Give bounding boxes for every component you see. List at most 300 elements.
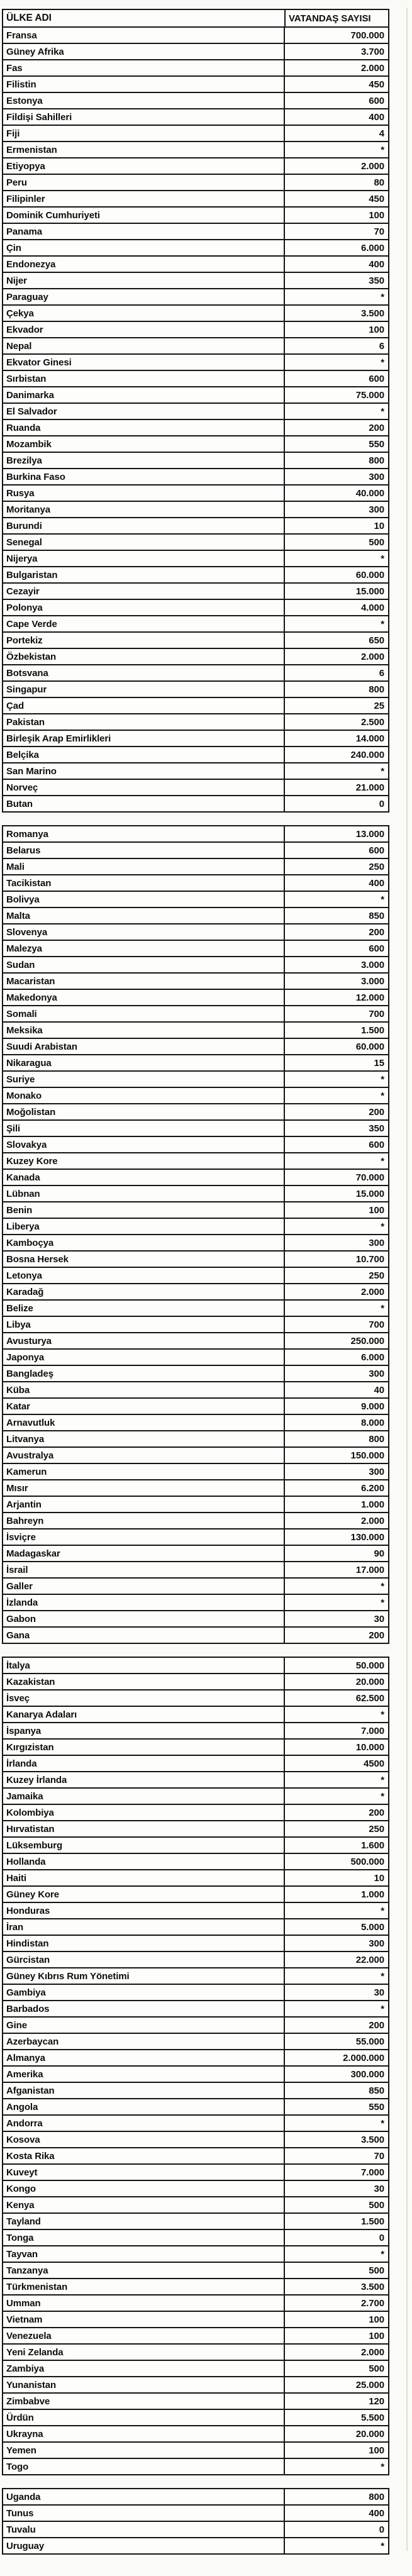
country-cell: Letonya <box>6 1270 42 1281</box>
country-cell: San Marino <box>6 765 57 777</box>
column-header-country: ÜLKE ADI <box>6 13 52 24</box>
value-cell: 500 <box>284 2197 388 2212</box>
value-cell: 150.000 <box>284 1448 388 1463</box>
value-cell: 6 <box>284 338 388 353</box>
table-row <box>3 1219 388 1235</box>
table-row <box>3 1513 388 1530</box>
value-cell: * <box>284 1772 388 1787</box>
table-row <box>3 1497 388 1513</box>
country-cell: Tayvan <box>6 2248 38 2260</box>
table-row <box>3 2506 388 2522</box>
table-row <box>3 584 388 600</box>
table-row <box>3 1838 388 1854</box>
value-cell: 500 <box>284 535 388 550</box>
country-cell: Güney Kore <box>6 1889 60 1900</box>
table-row <box>3 2148 388 2165</box>
table-row <box>3 2165 388 2181</box>
value-cell: 70 <box>284 2148 388 2163</box>
table-row <box>3 1595 388 1611</box>
value-cell: 25 <box>284 698 388 713</box>
value-cell: 550 <box>284 2099 388 2114</box>
country-cell: Umman <box>6 2297 41 2309</box>
country-cell: Danimarka <box>6 389 54 401</box>
table-row <box>3 1985 388 2001</box>
country-cell: Meksika <box>6 1024 43 1036</box>
value-cell: * <box>284 1579 388 1594</box>
country-cell: Monako <box>6 1090 42 1101</box>
table-row <box>3 2328 388 2345</box>
country-cell: İrlanda <box>6 1758 37 1769</box>
value-cell: 60.000 <box>284 567 388 582</box>
table-row <box>3 273 388 289</box>
value-cell: 100 <box>284 208 388 223</box>
table-row <box>3 1023 388 1039</box>
country-cell: Arjantin <box>6 1499 42 1510</box>
value-cell: 100 <box>284 2312 388 2327</box>
table-row <box>3 224 388 240</box>
country-cell: Tacikistan <box>6 877 52 889</box>
table-row <box>3 1431 388 1448</box>
country-cell: Özbekistan <box>6 651 57 662</box>
value-cell: 25.000 <box>284 2377 388 2392</box>
value-cell: 500.000 <box>284 1854 388 1869</box>
value-cell: 10 <box>284 518 388 533</box>
table-row <box>3 1723 388 1740</box>
value-cell: 5.000 <box>284 1919 388 1935</box>
country-cell: İspanya <box>6 1725 42 1736</box>
country-cell: Kamerun <box>6 1466 47 1477</box>
country-cell: Zambiya <box>6 2363 45 2374</box>
country-cell: Makedonya <box>6 992 57 1003</box>
table-row <box>3 1464 388 1480</box>
table-row <box>3 322 388 338</box>
value-cell: 20.000 <box>284 1674 388 1689</box>
country-cell: Kosta Rika <box>6 2150 55 2162</box>
table-row <box>3 1789 388 1805</box>
value-cell: 200 <box>284 1104 388 1119</box>
country-cell: Nepal <box>6 340 32 352</box>
country-cell: Yeni Zelanda <box>6 2346 64 2358</box>
table-row <box>3 600 388 616</box>
value-cell: * <box>284 2001 388 2016</box>
country-cell: Peru <box>6 177 27 188</box>
table-row <box>3 1903 388 1919</box>
country-cell: Avustralya <box>6 1450 54 1461</box>
table-row <box>3 1137 388 1153</box>
table-row <box>3 469 388 486</box>
table-row <box>3 859 388 875</box>
table-row <box>3 1268 388 1284</box>
value-cell: 6.000 <box>284 240 388 255</box>
value-cell: 3.500 <box>284 2279 388 2294</box>
value-cell: 6.200 <box>284 1480 388 1496</box>
table-row <box>3 2312 388 2328</box>
value-cell: 3.500 <box>284 2132 388 2147</box>
table-row <box>3 747 388 763</box>
country-cell: Kenya <box>6 2199 35 2211</box>
value-cell: 800 <box>284 682 388 697</box>
table-row <box>3 371 388 387</box>
value-cell: 5.500 <box>284 2410 388 2425</box>
value-cell: 700 <box>284 1006 388 1021</box>
value-cell: 800 <box>284 1431 388 1446</box>
value-cell: 21.000 <box>284 780 388 795</box>
table-row <box>3 1153 388 1170</box>
country-cell: Rusya <box>6 487 35 499</box>
table-row <box>3 289 388 306</box>
country-cell: Çad <box>6 700 25 711</box>
value-cell: 250 <box>284 1268 388 1283</box>
country-cell: İtalya <box>6 1660 30 1671</box>
country-cell: Bangladeş <box>6 1368 53 1379</box>
table-row <box>3 924 388 941</box>
country-cell: Slovenya <box>6 926 48 938</box>
table-row <box>3 1658 388 1674</box>
table-row <box>3 1772 388 1789</box>
value-cell: 4.000 <box>284 600 388 615</box>
table-row <box>3 109 388 126</box>
country-cell: Kuzey İrlanda <box>6 1774 67 1785</box>
country-cell: Somali <box>6 1008 37 1019</box>
value-cell: 600 <box>284 371 388 386</box>
value-cell: 40.000 <box>284 486 388 501</box>
value-cell: 10 <box>284 1870 388 1885</box>
country-cell: Çin <box>6 242 21 253</box>
value-cell: 100 <box>284 2443 388 2458</box>
table-row <box>3 1707 388 1723</box>
scan-edge-artifact <box>406 8 408 2551</box>
country-cell: Gine <box>6 2019 27 2031</box>
country-cell: Karadağ <box>6 1286 44 1297</box>
value-cell: * <box>284 1789 388 1804</box>
country-cell: Panama <box>6 226 42 237</box>
country-cell: Ruanda <box>6 422 41 433</box>
country-cell: Etiyopya <box>6 160 45 172</box>
country-cell: Macaristan <box>6 975 55 987</box>
table-row <box>3 1366 388 1382</box>
value-cell: 10.700 <box>284 1252 388 1267</box>
table-row <box>3 1674 388 1690</box>
table-row <box>3 1870 388 1887</box>
country-cell: Amerika <box>6 2068 43 2080</box>
table-row <box>3 2050 388 2067</box>
table-row <box>3 2489 388 2506</box>
table-row <box>3 436 388 453</box>
country-cell: Madagaskar <box>6 1548 60 1559</box>
table-row <box>3 2522 388 2538</box>
table-row <box>3 2263 388 2279</box>
value-cell: 12.000 <box>284 990 388 1005</box>
country-cell: Honduras <box>6 1905 50 1916</box>
table-row <box>3 682 388 698</box>
value-cell: 8.000 <box>284 1415 388 1430</box>
country-cell: Cezayir <box>6 586 40 597</box>
value-cell: 55.000 <box>284 2034 388 2049</box>
country-cell: Yunanistan <box>6 2379 57 2390</box>
country-cell: Fransa <box>6 30 37 41</box>
country-cell: Paraguay <box>6 291 48 303</box>
country-cell: Andorra <box>6 2118 43 2129</box>
country-cell: Lüksemburg <box>6 1840 63 1851</box>
country-cell: Nijer <box>6 275 27 286</box>
table-row <box>3 2099 388 2116</box>
country-cell: Fiji <box>6 128 20 139</box>
country-cell: Libya <box>6 1319 31 1330</box>
table-row <box>3 567 388 584</box>
country-cell: Mali <box>6 861 25 872</box>
country-cell: Arnavutluk <box>6 1417 55 1428</box>
country-cell: Bolivya <box>6 894 40 905</box>
table-row <box>3 1333 388 1350</box>
value-cell: 800 <box>284 2489 388 2504</box>
value-cell: 7.000 <box>284 2165 388 2180</box>
table-row <box>3 420 388 436</box>
table-section <box>2 2488 389 2555</box>
value-cell: 6 <box>284 665 388 680</box>
country-cell: Bahreyn <box>6 1515 44 1526</box>
country-cell: Mısır <box>6 1482 28 1494</box>
table-row <box>3 1202 388 1219</box>
value-cell: 400 <box>284 875 388 891</box>
table-row <box>3 208 388 224</box>
country-cell: Benin <box>6 1204 33 1216</box>
country-cell: Barbados <box>6 2003 50 2014</box>
country-cell: Tayland <box>6 2216 41 2227</box>
country-cell: Fildişi Sahilleri <box>6 111 72 123</box>
value-cell: 450 <box>284 191 388 206</box>
country-cell: İzlanda <box>6 1597 38 1608</box>
country-cell: Ekvator Ginesi <box>6 357 72 368</box>
value-cell: 600 <box>284 93 388 108</box>
table-row <box>3 1936 388 1952</box>
country-cell: Togo <box>6 2461 29 2472</box>
table-row <box>3 2067 388 2083</box>
country-cell: Venezuela <box>6 2330 52 2341</box>
country-cell: Tuvalu <box>6 2524 36 2535</box>
value-cell: 0 <box>284 2230 388 2245</box>
table-row <box>3 2345 388 2361</box>
table-row <box>3 2443 388 2459</box>
table-row <box>3 1301 388 1317</box>
table-row <box>3 2001 388 2018</box>
country-cell: Haiti <box>6 1872 27 1884</box>
value-cell: 600 <box>284 1137 388 1152</box>
country-cell: İran <box>6 1921 24 1933</box>
table-row <box>3 1690 388 1707</box>
value-cell: 15.000 <box>284 584 388 599</box>
value-cell: 30 <box>284 1611 388 1626</box>
table-row <box>3 2296 388 2312</box>
value-cell: 1.600 <box>284 1838 388 1853</box>
value-cell: 250 <box>284 1821 388 1836</box>
table-row <box>3 974 388 990</box>
table-row <box>3 1055 388 1072</box>
table-row <box>3 1252 388 1268</box>
country-cell: Kanada <box>6 1172 40 1183</box>
table-row <box>3 93 388 109</box>
country-cell: Pakistan <box>6 716 45 728</box>
table-row <box>3 1740 388 1756</box>
value-cell: 450 <box>284 77 388 92</box>
value-cell: 650 <box>284 633 388 648</box>
country-cell: Kolombiya <box>6 1807 54 1818</box>
value-cell: 3.700 <box>284 44 388 59</box>
table-row <box>3 2197 388 2214</box>
value-cell: 2.000 <box>284 2345 388 2360</box>
value-cell: * <box>284 2116 388 2131</box>
table-row <box>3 1480 388 1497</box>
value-cell: 300 <box>284 1936 388 1951</box>
table-row <box>3 957 388 974</box>
value-cell: 90 <box>284 1546 388 1561</box>
country-cell: İsviçre <box>6 1531 36 1543</box>
table-row <box>3 1317 388 1333</box>
country-cell: Çekya <box>6 308 34 319</box>
table-row <box>3 1530 388 1546</box>
country-cell: Sudan <box>6 959 35 970</box>
value-cell: 700 <box>284 1317 388 1332</box>
country-cell: Sırbistan <box>6 373 47 384</box>
value-cell: 4500 <box>284 1756 388 1771</box>
value-cell: 600 <box>284 941 388 956</box>
value-cell: 15.000 <box>284 1186 388 1201</box>
value-cell: 1.500 <box>284 1023 388 1038</box>
table-row <box>3 60 388 77</box>
value-cell: 17.000 <box>284 1562 388 1577</box>
value-cell: 40 <box>284 1382 388 1397</box>
country-cell: Gana <box>6 1629 30 1641</box>
value-cell: 240.000 <box>284 747 388 762</box>
table-row <box>3 2459 388 2474</box>
country-cell: Kırgızistan <box>6 1741 54 1753</box>
country-cell: Nijerya <box>6 553 38 564</box>
country-cell: Belize <box>6 1302 33 1314</box>
value-cell: 550 <box>284 436 388 452</box>
value-cell: 2.000 <box>284 60 388 75</box>
value-cell: * <box>284 1072 388 1087</box>
table-row <box>3 1546 388 1562</box>
value-cell: 30 <box>284 2181 388 2196</box>
table-row <box>3 1186 388 1202</box>
value-cell: * <box>284 1903 388 1918</box>
country-cell: Gambiya <box>6 1987 46 1998</box>
value-cell: * <box>284 1707 388 1722</box>
table-row <box>3 1919 388 1936</box>
value-cell: 7.000 <box>284 1723 388 1738</box>
country-cell: Küba <box>6 1384 30 1396</box>
value-cell: 9.000 <box>284 1399 388 1414</box>
table-row <box>3 941 388 957</box>
country-cell: Moritanya <box>6 504 50 515</box>
value-cell: 120 <box>284 2394 388 2409</box>
table-row <box>3 1756 388 1772</box>
value-cell: 300 <box>284 469 388 484</box>
table-row <box>3 826 388 843</box>
country-cell: Almanya <box>6 2052 45 2063</box>
value-cell: 600 <box>284 843 388 858</box>
table-row <box>3 2246 388 2263</box>
country-cell: İsveç <box>6 1692 30 1704</box>
value-cell: * <box>284 2538 388 2553</box>
value-cell: 30 <box>284 1985 388 2000</box>
country-cell: Bosna Hersek <box>6 1253 69 1265</box>
country-cell: Katar <box>6 1401 30 1412</box>
header-row <box>3 10 388 28</box>
table-row <box>3 486 388 502</box>
value-cell: 10.000 <box>284 1740 388 1755</box>
value-cell: * <box>284 1301 388 1316</box>
value-cell: 4 <box>284 126 388 141</box>
table-row <box>3 142 388 158</box>
value-cell: 60.000 <box>284 1039 388 1054</box>
country-cell: Nikaragua <box>6 1057 52 1069</box>
table-row <box>3 1579 388 1595</box>
value-cell: 850 <box>284 908 388 923</box>
country-cell: Birleşik Arap Emirlikleri <box>6 733 111 744</box>
table-row <box>3 2361 388 2377</box>
value-cell: 300.000 <box>284 2067 388 2082</box>
country-cell: Litvanya <box>6 1433 45 1445</box>
value-cell: 100 <box>284 1202 388 1218</box>
table-row <box>3 665 388 682</box>
country-cell: Vietnam <box>6 2314 43 2325</box>
country-cell: Singapur <box>6 684 47 695</box>
country-cell: Malta <box>6 910 30 921</box>
value-cell: 850 <box>284 2083 388 2098</box>
value-cell: 200 <box>284 420 388 435</box>
table-row <box>3 518 388 535</box>
table-row <box>3 1121 388 1137</box>
table-row <box>3 633 388 649</box>
table-row <box>3 2132 388 2148</box>
value-cell: * <box>284 2246 388 2262</box>
value-cell: 0 <box>284 2522 388 2537</box>
country-cell: Uruguay <box>6 2540 45 2551</box>
value-cell: 2.700 <box>284 2296 388 2311</box>
table-row <box>3 1088 388 1104</box>
country-cell: Liberya <box>6 1221 40 1232</box>
table-row <box>3 1887 388 1903</box>
table-row <box>3 2410 388 2426</box>
value-cell: 300 <box>284 502 388 517</box>
country-cell: Filipinler <box>6 193 45 204</box>
country-cell: Tanzanya <box>6 2265 48 2276</box>
country-cell: Bulgaristan <box>6 569 58 580</box>
value-cell: 15 <box>284 1055 388 1070</box>
country-cell: Türkmenistan <box>6 2281 68 2292</box>
table-row <box>3 355 388 371</box>
country-cell: Gabon <box>6 1613 36 1624</box>
country-cell: Dominik Cumhuriyeti <box>6 209 100 221</box>
country-cell: Güney Afrika <box>6 46 64 57</box>
value-cell: 62.500 <box>284 1690 388 1706</box>
country-cell: Butan <box>6 798 33 809</box>
table-row <box>3 908 388 924</box>
table-row <box>3 2116 388 2132</box>
table-row <box>3 649 388 665</box>
table-row <box>3 2426 388 2443</box>
table-row <box>3 796 388 811</box>
table-row <box>3 2377 388 2394</box>
value-cell: * <box>284 616 388 631</box>
table-row <box>3 306 388 322</box>
value-cell: 200 <box>284 2018 388 2033</box>
table-row <box>3 763 388 780</box>
value-cell: 300 <box>284 1235 388 1250</box>
table-row <box>3 2214 388 2230</box>
column-header-citizen-count: VATANDAŞ SAYISI <box>284 10 388 26</box>
value-cell: * <box>284 1153 388 1169</box>
